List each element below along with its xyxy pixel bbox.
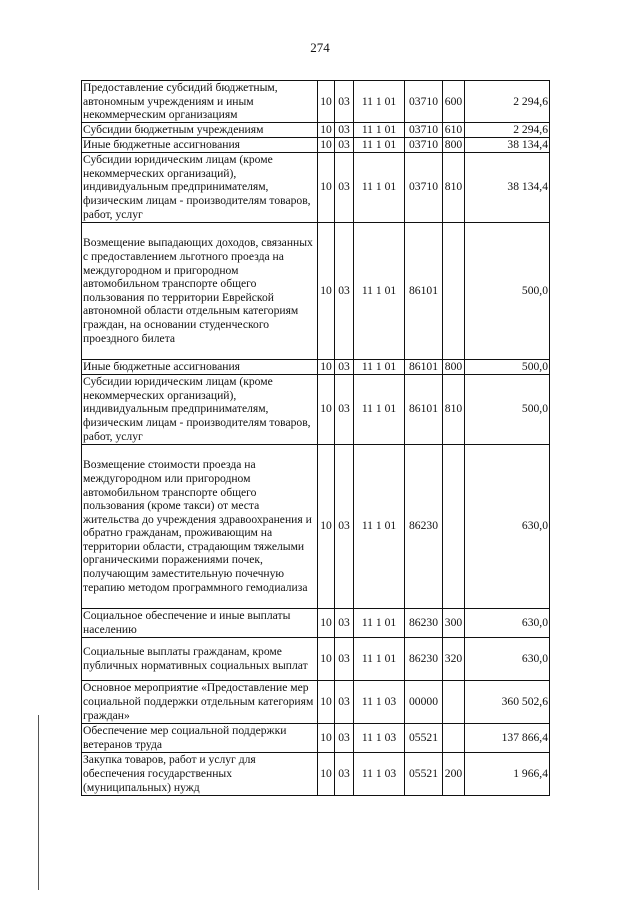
subsection-code: 03 (335, 122, 354, 137)
expense-type-code: 610 (443, 122, 465, 137)
subsection-code: 03 (335, 752, 354, 795)
amount: 1 966,4 (465, 752, 550, 795)
amount: 2 294,6 (465, 122, 550, 137)
row-name: Социальные выплаты гражданам, кроме публичных нормативных социальных выплат (82, 637, 318, 680)
program-code: 11 1 01 (354, 81, 405, 123)
subsection-code: 03 (335, 374, 354, 444)
subsection-code: 03 (335, 152, 354, 222)
section-code: 10 (318, 444, 335, 608)
subsection-code: 03 (335, 222, 354, 359)
row-name: Обеспечение мер социальной поддержки ветеранов труда (82, 723, 318, 752)
table-row (82, 152, 550, 222)
table-row (82, 752, 550, 795)
expense-type-code: 800 (443, 359, 465, 374)
program-code: 11 1 01 (354, 444, 405, 608)
subsection-code: 03 (335, 359, 354, 374)
program-code: 11 1 01 (354, 374, 405, 444)
program-code: 11 1 03 (354, 723, 405, 752)
section-code: 10 (318, 680, 335, 723)
expense-type-code (443, 723, 465, 752)
amount: 2 294,6 (465, 81, 550, 123)
subsection-code: 03 (335, 608, 354, 637)
direction-code: 03710 (405, 152, 443, 222)
amount: 630,0 (465, 637, 550, 680)
subsection-code: 03 (335, 680, 354, 723)
direction-code: 86101 (405, 359, 443, 374)
section-code: 10 (318, 752, 335, 795)
section-code: 10 (318, 723, 335, 752)
expense-type-code (443, 222, 465, 359)
margin-line (38, 715, 39, 890)
amount: 500,0 (465, 359, 550, 374)
program-code: 11 1 01 (354, 137, 405, 152)
budget-table (81, 80, 550, 796)
program-code: 11 1 03 (354, 680, 405, 723)
amount: 500,0 (465, 222, 550, 359)
expense-type-code: 810 (443, 152, 465, 222)
direction-code: 86101 (405, 374, 443, 444)
direction-code: 05521 (405, 723, 443, 752)
direction-code: 03710 (405, 137, 443, 152)
program-code: 11 1 01 (354, 608, 405, 637)
amount: 360 502,6 (465, 680, 550, 723)
section-code: 10 (318, 359, 335, 374)
table-row (82, 359, 550, 374)
row-name: Иные бюджетные ассигнования (82, 137, 318, 152)
page-number: 274 (310, 40, 330, 55)
section-code: 10 (318, 374, 335, 444)
section-code: 10 (318, 152, 335, 222)
amount: 38 134,4 (465, 137, 550, 152)
amount: 630,0 (465, 608, 550, 637)
row-name: Социальное обеспечение и иные выплаты населению (82, 608, 318, 637)
section-code: 10 (318, 81, 335, 123)
subsection-code: 03 (335, 137, 354, 152)
subsection-code: 03 (335, 81, 354, 123)
section-code: 10 (318, 608, 335, 637)
direction-code: 86230 (405, 444, 443, 608)
program-code: 11 1 01 (354, 637, 405, 680)
row-name: Иные бюджетные ассигнования (82, 359, 318, 374)
expense-type-code: 320 (443, 637, 465, 680)
row-name: Субсидии юридическим лицам (кроме некоммерческих организаций), индивидуальным предпринимателям, физическим лицам - производителям товаров, работ, услуг (82, 152, 318, 222)
expense-type-code: 810 (443, 374, 465, 444)
subsection-code: 03 (335, 637, 354, 680)
amount: 500,0 (465, 374, 550, 444)
row-name: Предоставление субсидий бюджетным, автономным учреждениям и иным некоммерческим организациям (82, 81, 318, 123)
program-code: 11 1 03 (354, 752, 405, 795)
program-code: 11 1 01 (354, 122, 405, 137)
subsection-code: 03 (335, 444, 354, 608)
program-code: 11 1 01 (354, 222, 405, 359)
amount: 38 134,4 (465, 152, 550, 222)
row-name: Основное мероприятие «Предоставление мер социальной поддержки отдельным категориям граждан» (82, 680, 318, 723)
table-row (82, 222, 550, 359)
table-row (82, 137, 550, 152)
table-row (82, 374, 550, 444)
direction-code: 05521 (405, 752, 443, 795)
amount: 137 866,4 (465, 723, 550, 752)
table-row (82, 637, 550, 680)
table-row (82, 723, 550, 752)
direction-code: 03710 (405, 81, 443, 123)
expense-type-code (443, 680, 465, 723)
direction-code: 86230 (405, 637, 443, 680)
table-row (82, 608, 550, 637)
table-row (82, 81, 550, 123)
direction-code: 86230 (405, 608, 443, 637)
section-code: 10 (318, 222, 335, 359)
expense-type-code: 800 (443, 137, 465, 152)
table-row (82, 444, 550, 608)
direction-code: 86101 (405, 222, 443, 359)
row-name: Возмещение стоимости проезда на междугородном или пригородном автомобильном транспорте общего пользования (кроме такси) от места жительства до учреждения здравоохранения и обратно гражданам, проживающим на территории области, страдающим тяжелыми органическими поражениями почек, получающим заместительную почечную терапию методом программного гемодиализа (82, 444, 318, 608)
amount: 630,0 (465, 444, 550, 608)
row-name: Закупка товаров, работ и услуг для обеспечения государственных (муниципальных) нужд (82, 752, 318, 795)
expense-type-code (443, 444, 465, 608)
section-code: 10 (318, 122, 335, 137)
subsection-code: 03 (335, 723, 354, 752)
direction-code: 00000 (405, 680, 443, 723)
table-row (82, 680, 550, 723)
section-code: 10 (318, 637, 335, 680)
table-row (82, 122, 550, 137)
direction-code: 03710 (405, 122, 443, 137)
program-code: 11 1 01 (354, 359, 405, 374)
expense-type-code: 300 (443, 608, 465, 637)
expense-type-code: 600 (443, 81, 465, 123)
program-code: 11 1 01 (354, 152, 405, 222)
section-code: 10 (318, 137, 335, 152)
row-name: Субсидии бюджетным учреждениям (82, 122, 318, 137)
row-name: Субсидии юридическим лицам (кроме некоммерческих организаций), индивидуальным предпринимателям, физическим лицам - производителям товаров, работ, услуг (82, 374, 318, 444)
expense-type-code: 200 (443, 752, 465, 795)
row-name: Возмещение выпадающих доходов, связанных с предоставлением льготного проезда на междугородном и пригородном автомобильном транспорте общего пользования по территории Еврейской автономной области отдельным категориям граждан, на основании студенческого проездного билета (82, 222, 318, 359)
